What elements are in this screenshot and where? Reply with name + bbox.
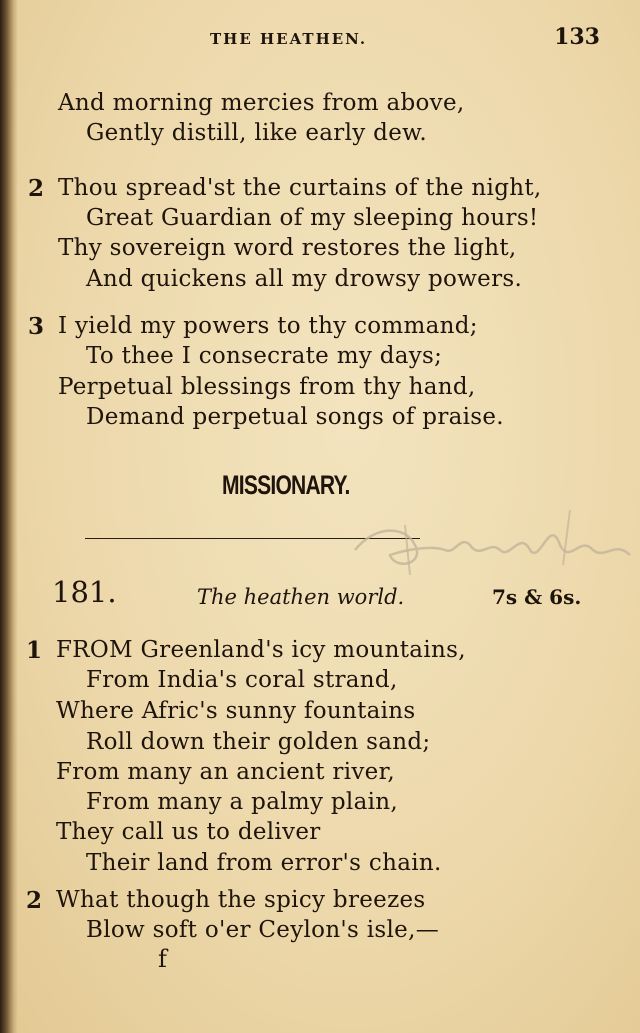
verse-line: To thee I consecrate my days; bbox=[86, 343, 443, 369]
verse-line: Perpetual blessings from thy hand, bbox=[58, 374, 476, 400]
verse-line: They call us to deliver bbox=[56, 819, 321, 845]
verse-line: And quickens all my drowsy powers. bbox=[86, 266, 523, 292]
verse-line: Blow soft o'er Ceylon's isle,— bbox=[86, 917, 440, 943]
verse-line: From many a palmy plain, bbox=[86, 789, 398, 815]
verse-line: Where Afric's sunny fountains bbox=[56, 698, 416, 724]
page-binding-edge bbox=[0, 0, 18, 1033]
stanza-number: 2 bbox=[26, 887, 43, 914]
verse-line: Gently distill, like early dew. bbox=[86, 120, 427, 146]
printers-signature-mark: f bbox=[158, 945, 167, 973]
stanza-number: 2 bbox=[28, 175, 45, 202]
verse-line: Great Guardian of my sleeping hours! bbox=[86, 205, 539, 231]
stanza-number: 1 bbox=[26, 637, 43, 664]
verse-line: What though the spicy breezes bbox=[56, 887, 426, 913]
verse-line: From many an ancient river, bbox=[56, 759, 395, 785]
running-head: THE HEATHEN. bbox=[210, 30, 368, 48]
verse-line: FROM Greenland's icy mountains, bbox=[56, 637, 466, 663]
verse-line: And morning mercies from above, bbox=[58, 90, 465, 116]
hymn-number: 181. bbox=[52, 575, 117, 609]
handwritten-signature-mark bbox=[335, 505, 635, 585]
verse-line: Thou spread'st the curtains of the night, bbox=[58, 175, 542, 201]
section-title: MISSIONARY. bbox=[222, 470, 350, 500]
verse-line: I yield my powers to thy command; bbox=[58, 313, 478, 339]
verse-line: Roll down their golden sand; bbox=[86, 729, 431, 755]
verse-line: Their land from error's chain. bbox=[86, 850, 442, 876]
verse-line: Thy sovereign word restores the light, bbox=[58, 235, 517, 261]
hymn-subject: The heathen world. bbox=[197, 585, 405, 609]
hymn-meter: 7s & 6s. bbox=[492, 585, 582, 609]
verse-line: From India's coral strand, bbox=[86, 667, 398, 693]
stanza-number: 3 bbox=[28, 313, 45, 340]
verse-line: Demand perpetual songs of praise. bbox=[86, 404, 504, 430]
page-number: 133 bbox=[554, 24, 600, 50]
